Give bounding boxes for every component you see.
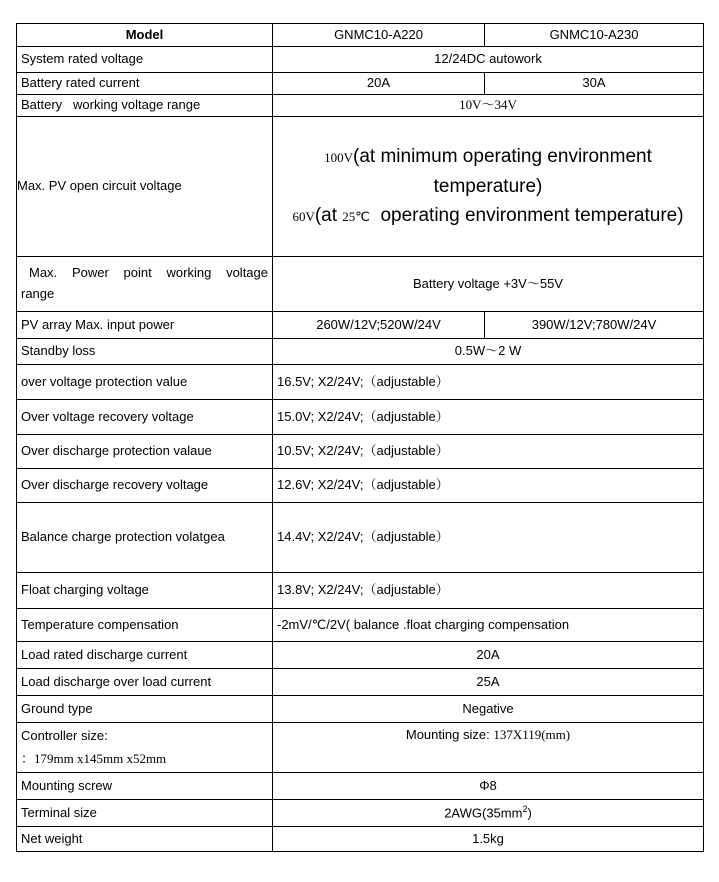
pv-voc-condition-1: (at minimum operating environment temperature): [353, 146, 652, 197]
table-row: [17, 117, 704, 257]
float-value: 13.8V; X2/24V;（adjustable）: [273, 573, 704, 609]
odr-value: 12.6V; X2/24V;（adjustable）: [273, 469, 704, 503]
table-row: [17, 47, 704, 73]
ovp-value: 16.5V; X2/24V;（adjustable）: [273, 365, 704, 400]
terminal-value-close: ): [527, 805, 532, 821]
odp-value: 10.5V; X2/24V;（adjustable）: [273, 435, 704, 469]
system-voltage-value: 12/24DC autowork: [273, 47, 704, 73]
mpp-range-label-line-1: Max. Power point working voltage: [29, 265, 268, 281]
specification-table: [16, 23, 704, 852]
load-over-label: Load discharge over load current: [17, 669, 273, 696]
table-row-header: [17, 24, 704, 47]
screw-label: Mounting screw: [17, 773, 273, 800]
weight-label: Net weight: [17, 827, 273, 852]
controller-size-value: ：179mm x145mm x52mm: [21, 750, 167, 766]
table-row: [17, 339, 704, 365]
model-b-header: GNMC10-A230: [485, 24, 704, 47]
system-voltage-label: System rated voltage: [17, 47, 273, 73]
temp-comp-value: -2mV/℃/2V( balance .float charging compensation: [273, 609, 704, 642]
mpp-range-label: [17, 257, 273, 312]
pv-power-a: 260W/12V;520W/24V: [273, 312, 485, 339]
terminal-value: [273, 800, 704, 827]
table-row: [17, 400, 704, 435]
pv-voc-voltage-2: 60V: [292, 209, 315, 225]
pv-voc-at: (at: [314, 205, 343, 227]
battery-range-label: Battery working voltage range: [17, 95, 273, 117]
model-header-label: Model: [17, 24, 273, 47]
pv-voc-condition-2: operating environment temperature): [369, 205, 684, 227]
standby-label: Standby loss: [17, 339, 273, 365]
table-row: [17, 773, 704, 800]
pv-voc-voltage-1: 100V: [324, 150, 354, 166]
odr-label: Over discharge recovery voltage: [17, 469, 273, 503]
controller-size-label: Controller size:: [21, 727, 108, 743]
standby-value: 0.5W～2 W: [273, 339, 704, 365]
table-row: [17, 503, 704, 573]
odp-label: Over discharge protection valaue: [17, 435, 273, 469]
load-rated-value: 20A: [273, 642, 704, 669]
table-row: [17, 696, 704, 723]
ovr-label: Over voltage recovery voltage: [17, 400, 273, 435]
table-row: [17, 642, 704, 669]
table-row: [17, 469, 704, 503]
balance-label: Balance charge protection volatgea: [17, 503, 273, 573]
ovp-label: over voltage protection value: [17, 365, 273, 400]
mounting-size-dims: 137X119(mm): [493, 727, 571, 742]
pv-voc-line-2: [277, 201, 699, 230]
pv-voc-temp: 25℃: [342, 209, 370, 225]
battery-current-b: 30A: [485, 73, 704, 95]
battery-current-a: 20A: [273, 73, 485, 95]
table-row: [17, 669, 704, 696]
ovr-value: 15.0V; X2/24V;（adjustable）: [273, 400, 704, 435]
battery-current-label: Battery rated current: [17, 73, 273, 95]
weight-value: 1.5kg: [273, 827, 704, 852]
battery-range-value: 10V～34V: [273, 95, 704, 117]
mounting-size-value: [273, 723, 704, 773]
table-row: [17, 257, 704, 312]
mpp-range-value: Battery voltage +3V～55V: [273, 257, 704, 312]
table-row: [17, 365, 704, 400]
pv-voc-label: Max. PV open circuit voltage: [17, 117, 273, 257]
table-row: [17, 312, 704, 339]
mounting-size-label: Mounting size:: [405, 727, 494, 742]
table-row: [17, 435, 704, 469]
table-row: [17, 95, 704, 117]
screw-value: Φ8: [273, 773, 704, 800]
terminal-label: Terminal size: [17, 800, 273, 827]
float-label: Float charging voltage: [17, 573, 273, 609]
table-row: [17, 573, 704, 609]
temp-comp-label: Temperature compensation: [17, 609, 273, 642]
model-a-header: GNMC10-A220: [273, 24, 485, 47]
table-row: [17, 73, 704, 95]
pv-power-b: 390W/12V;780W/24V: [485, 312, 704, 339]
table-row: [17, 827, 704, 852]
pv-voc-value: [273, 117, 704, 257]
table-row: [17, 800, 704, 827]
mpp-range-label-line-2: range: [21, 286, 55, 301]
ground-value: Negative: [273, 696, 704, 723]
balance-value: 14.4V; X2/24V;（adjustable）: [273, 503, 704, 573]
table-row: [17, 609, 704, 642]
load-rated-label: Load rated discharge current: [17, 642, 273, 669]
size-label: [17, 723, 273, 773]
ground-label: Ground type: [17, 696, 273, 723]
pv-power-label: PV array Max. input power: [17, 312, 273, 339]
terminal-value-sup: 2: [522, 804, 528, 815]
table-row: [17, 723, 704, 773]
terminal-value-main: 2AWG(35mm: [444, 805, 523, 821]
pv-voc-line-1: [277, 142, 699, 201]
load-over-value: 25A: [273, 669, 704, 696]
